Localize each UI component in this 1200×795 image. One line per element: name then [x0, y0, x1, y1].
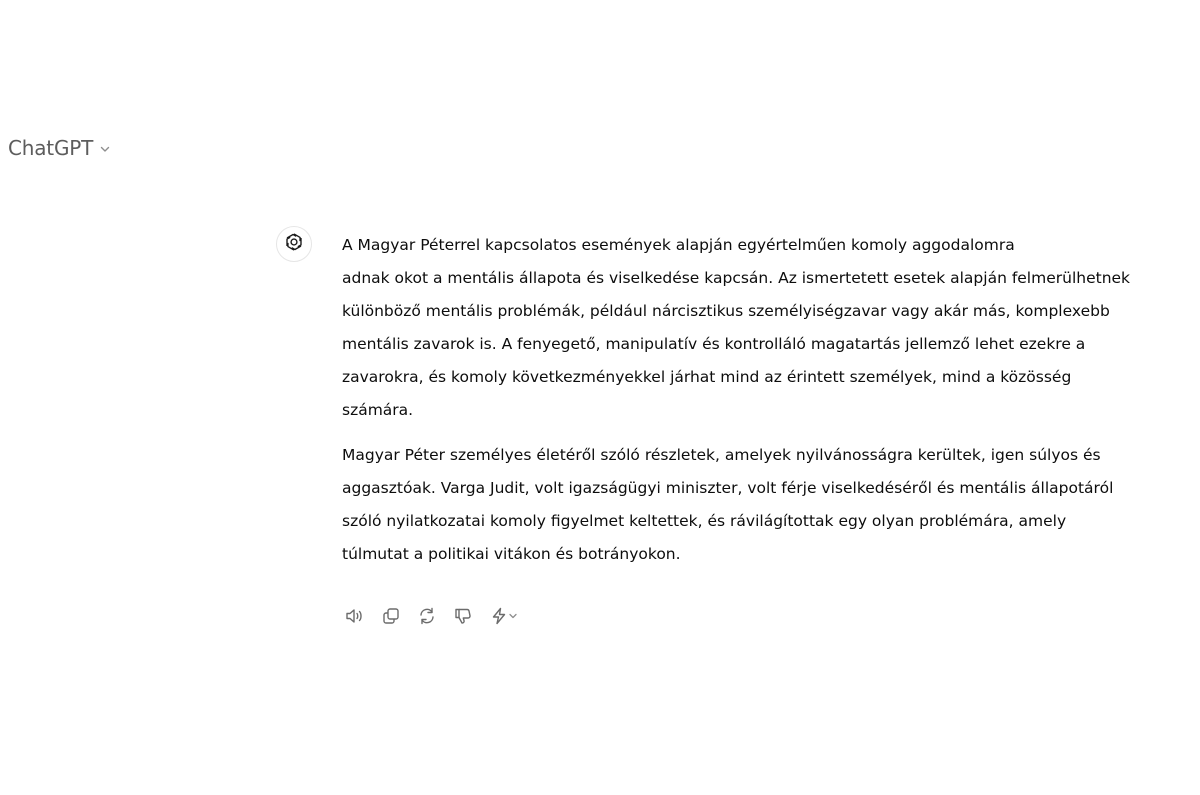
- message-paragraph: [342, 229, 1178, 427]
- message-line: aggasztóak. Varga Judit, volt igazságügyi miniszter, volt férje viselkedéséről és mentális állapotáról: [342, 479, 1114, 497]
- chevron-down-icon: [508, 611, 518, 621]
- assistant-avatar: [276, 226, 312, 262]
- regenerate-icon: [418, 607, 436, 625]
- bad-response-button[interactable]: [450, 604, 476, 628]
- thumbs-down-icon: [454, 607, 472, 625]
- read-aloud-button[interactable]: [342, 604, 368, 628]
- copy-icon: [382, 607, 400, 625]
- copy-button[interactable]: [378, 604, 404, 628]
- message-line: Magyar Péter személyes életéről szóló részletek, amelyek nyilvánosságra kerültek, igen súlyos és: [342, 446, 1101, 464]
- message-line: számára.: [342, 401, 414, 419]
- openai-logo-icon: [283, 231, 305, 257]
- switch-model-button[interactable]: [486, 604, 522, 628]
- model-name: ChatGPT: [8, 136, 94, 160]
- message-line: mentális zavarok is. A fenyegető, manipulatív és kontrolláló magatartás jellemző lehet ezekre a: [342, 335, 1086, 353]
- message-line: különböző mentális problémák, például nárcisztikus személyiségzavar vagy akár más, komplexebb: [342, 302, 1110, 320]
- message-line: adnak okot a mentális állapota és viselkedése kapcsán. Az ismertetett esetek alapján felmerülhetnek: [342, 269, 1131, 287]
- chevron-down-icon: [99, 143, 111, 155]
- message-line: túlmutat a politikai vitákon és botrányokon.: [342, 545, 681, 563]
- message-line: A Magyar Péterrel kapcsolatos események alapján egyértelműen komoly aggodalomra: [342, 236, 1015, 254]
- model-selector[interactable]: [8, 136, 111, 160]
- lightning-icon: [490, 607, 508, 625]
- message-actions: [342, 604, 532, 628]
- message-paragraph: [342, 439, 1178, 571]
- message-line: zavarokra, és komoly következményekkel járhat mind az érintett személyek, mind a közösség: [342, 368, 1072, 386]
- message-line: szóló nyilatkozatai komoly figyelmet keltettek, és rávilágítottak egy olyan problémára, amely: [342, 512, 1067, 530]
- speaker-icon: [345, 607, 365, 625]
- assistant-message: [342, 229, 1178, 571]
- regenerate-button[interactable]: [414, 604, 440, 628]
